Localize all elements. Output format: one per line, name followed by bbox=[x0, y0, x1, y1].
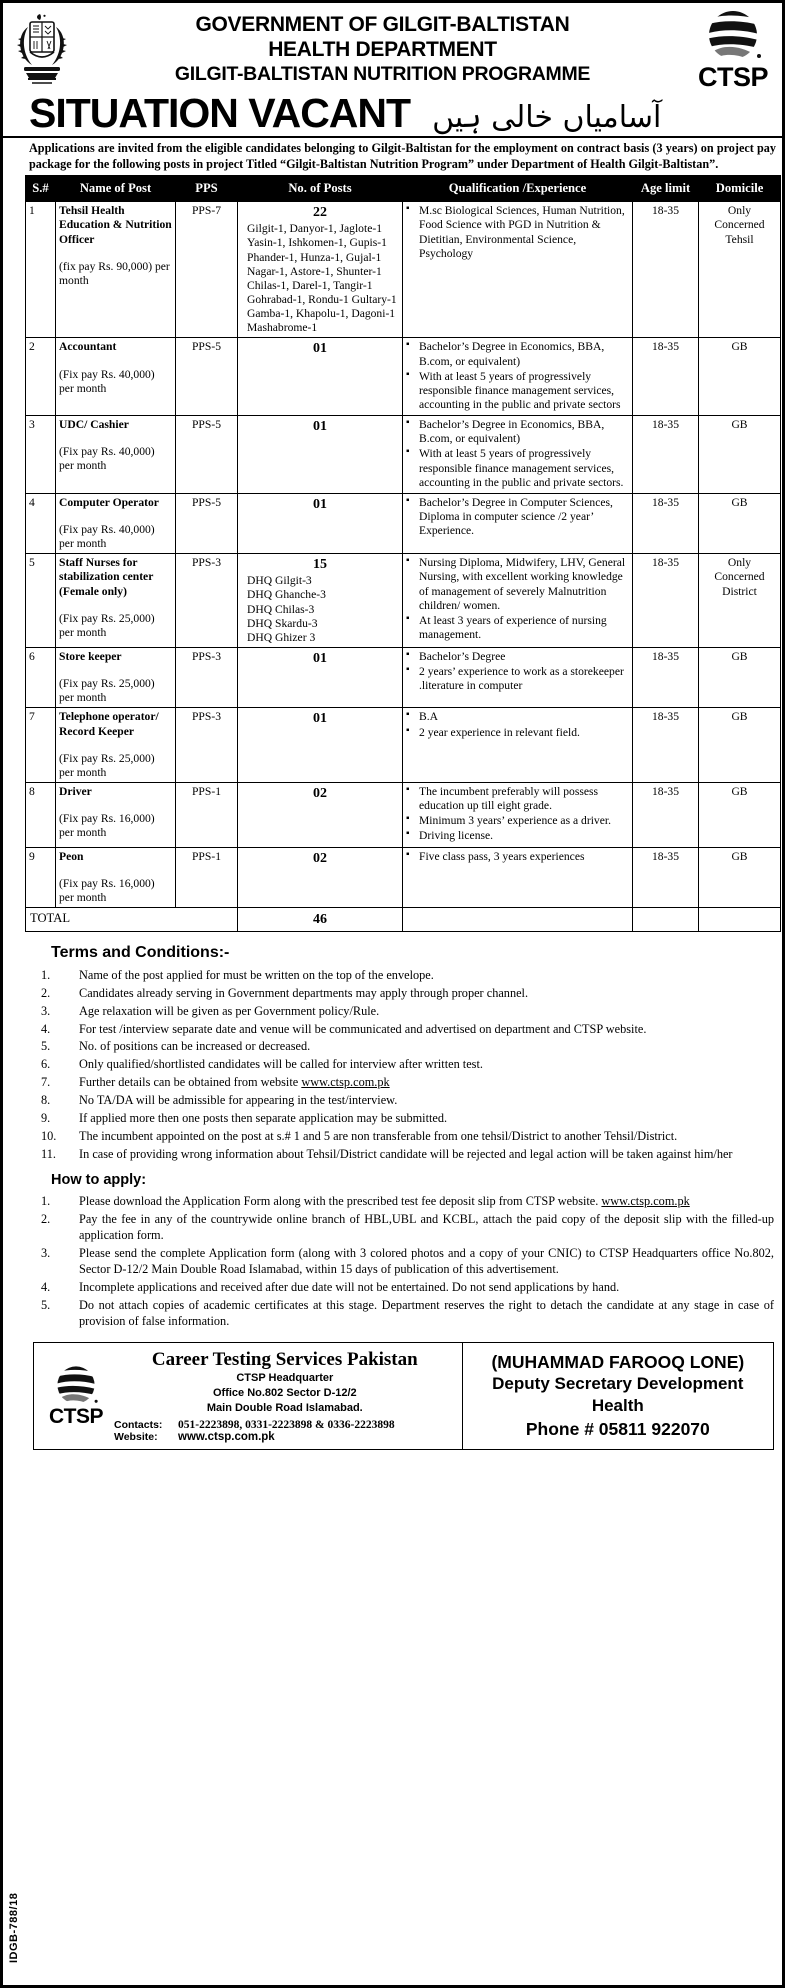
cell-domicile: GB bbox=[699, 847, 781, 907]
table-row bbox=[26, 554, 781, 648]
post-pay: (Fix pay Rs. 25,000) per month bbox=[59, 677, 155, 705]
gov-title-line2: HEALTH DEPARTMENT bbox=[268, 38, 497, 61]
post-title: Computer Operator bbox=[59, 495, 159, 509]
footer-official-block bbox=[463, 1343, 773, 1450]
table-row bbox=[26, 493, 781, 553]
table-row bbox=[26, 338, 781, 416]
qualification-list bbox=[406, 650, 629, 693]
posts-count: 01 bbox=[313, 651, 327, 667]
footer-ctsp-block bbox=[34, 1343, 463, 1450]
posts-count: 01 bbox=[313, 341, 327, 357]
qualification-item: ▪ With at least 5 years of progressively responsible finance management services, accounting in the public and private sectors bbox=[406, 370, 629, 412]
cell-qualification bbox=[403, 847, 633, 907]
terms-title: Terms and Conditions:- bbox=[51, 944, 230, 962]
total-qual-blank bbox=[403, 908, 633, 932]
cell-no-of-posts bbox=[238, 416, 403, 494]
ctsp-logo bbox=[688, 6, 778, 93]
cell-age-limit: 18-35 bbox=[633, 493, 699, 553]
post-title: UDC/ Cashier bbox=[59, 418, 129, 432]
cell-serial: 9 bbox=[26, 847, 56, 907]
cell-pps: PPS-1 bbox=[176, 847, 238, 907]
footer-address-line1: Office No.802 Sector D-12/2 bbox=[212, 1386, 357, 1399]
col-header-qualification: Qualification /Experience bbox=[403, 176, 633, 202]
howto-item: 2. Pay the fee in any of the countrywide online branch of HBL,UBL and KCBL, attach the paid copy of the deposit slip with the filled-up application form. bbox=[41, 1211, 774, 1243]
post-pay: (Fix pay Rs. 25,000) per month bbox=[59, 751, 155, 779]
cell-age-limit: 18-35 bbox=[633, 554, 699, 648]
cell-no-of-posts bbox=[238, 493, 403, 553]
posts-breakdown-line: Gamba-1, Khapolu-1, Dagoni-1 bbox=[247, 307, 396, 321]
cell-pps: PPS-5 bbox=[176, 338, 238, 416]
post-pay: (Fix pay Rs. 25,000) per month bbox=[59, 611, 155, 639]
howto-item: 1. Please download the Application Form along with the prescribed test fee deposit slip from CTSP website. www.ctsp.com.pk bbox=[41, 1193, 690, 1208]
cell-serial: 3 bbox=[26, 416, 56, 494]
col-header-domicile: Domicile bbox=[699, 176, 781, 202]
posts-breakdown-line: Gilgit-1, Danyor-1, Jaglote-1 bbox=[247, 222, 382, 236]
post-title: Telephone operator/ Record Keeper bbox=[59, 710, 159, 738]
terms-item-number: 4. bbox=[41, 1021, 51, 1036]
cell-post-name bbox=[56, 847, 176, 907]
qualification-item: ▪ Bachelor’s Degree bbox=[406, 650, 629, 664]
terms-item: 2. Candidates already serving in Government departments may apply through proper channel. bbox=[41, 985, 529, 1000]
ctsp-logo-text: CTSP bbox=[697, 62, 768, 92]
posts-breakdown-line: Mashabrome-1 bbox=[247, 321, 318, 335]
footer bbox=[33, 1342, 774, 1451]
terms-item: 8. No TA/DA will be admissible for appearing in the test/interview. bbox=[41, 1092, 398, 1107]
cell-pps: PPS-3 bbox=[176, 648, 238, 708]
cell-qualification bbox=[403, 493, 633, 553]
situation-vacant-banner bbox=[3, 90, 782, 138]
cell-age-limit: 18-35 bbox=[633, 416, 699, 494]
qualification-item: ▪ Five class pass, 3 years experiences bbox=[406, 850, 629, 864]
post-title: Store keeper bbox=[59, 650, 122, 664]
cell-post-name bbox=[56, 648, 176, 708]
table-row bbox=[26, 708, 781, 783]
howto-item-number: 1. bbox=[41, 1193, 51, 1208]
posts-breakdown-line: DHQ Ghanche-3 bbox=[247, 588, 326, 602]
header bbox=[3, 3, 782, 93]
posts-breakdown bbox=[241, 222, 399, 335]
terms-item-number: 5. bbox=[41, 1039, 51, 1054]
cell-serial: 5 bbox=[26, 554, 56, 648]
cell-pps: PPS-3 bbox=[176, 554, 238, 648]
cell-serial: 7 bbox=[26, 708, 56, 783]
posts-breakdown-line: DHQ Gilgit-3 bbox=[247, 574, 312, 588]
cell-serial: 1 bbox=[26, 202, 56, 338]
total-posts: 46 bbox=[238, 908, 403, 932]
cell-serial: 6 bbox=[26, 648, 56, 708]
col-header-age: Age limit bbox=[633, 176, 699, 202]
qualification-item: ▪ The incumbent preferably will possess education up till eight grade. bbox=[406, 785, 629, 813]
terms-item: 4. For test /interview separate date and venue will be communicated and advertised on department and CTSP website. bbox=[41, 1021, 647, 1036]
footer-contacts-value: 051-2223898, 0331-2223898 & 0336-2223898 bbox=[178, 1418, 395, 1431]
footer-website-label: Website: bbox=[114, 1430, 158, 1443]
cell-post-name bbox=[56, 493, 176, 553]
cell-age-limit: 18-35 bbox=[633, 708, 699, 783]
terms-item-number: 7. bbox=[41, 1075, 51, 1090]
qualification-item: ▪ With at least 5 years of progressively responsible finance management services, accounting in the public and private sectors. bbox=[406, 447, 629, 489]
cell-age-limit: 18-35 bbox=[633, 648, 699, 708]
terms-item: 3. Age relaxation will be given as per Government policy/Rule. bbox=[41, 1003, 380, 1018]
post-title: Tehsil Health Education & Nutrition Officer bbox=[59, 204, 172, 246]
terms-list bbox=[29, 967, 774, 1162]
qualification-list bbox=[406, 340, 629, 412]
posts-count: 01 bbox=[313, 496, 327, 512]
website-link[interactable]: www.ctsp.com.pk bbox=[301, 1075, 390, 1090]
terms-item-number: 8. bbox=[41, 1092, 51, 1107]
cell-qualification bbox=[403, 648, 633, 708]
qualification-item: ▪ 2 years’ experience to work as a storekeeper .literature in computer bbox=[406, 665, 629, 693]
qualification-item: ▪ Bachelor’s Degree in Economics, BBA, B.com, or equivalent) bbox=[406, 340, 629, 368]
footer-contacts-row bbox=[112, 1419, 458, 1431]
cell-pps: PPS-7 bbox=[176, 202, 238, 338]
howto-item-number: 3. bbox=[41, 1245, 51, 1260]
post-title: Staff Nurses for stabilization center (Female only) bbox=[59, 556, 154, 598]
reference-code: IDGB-788/18 bbox=[8, 1892, 20, 1964]
cell-domicile: GB bbox=[699, 493, 781, 553]
terms-item-number: 9. bbox=[41, 1110, 51, 1125]
col-header-pps: PPS bbox=[176, 176, 238, 202]
cell-qualification bbox=[403, 554, 633, 648]
footer-ctsp-logo bbox=[40, 1362, 112, 1429]
pakistan-state-emblem-icon bbox=[7, 11, 77, 89]
terms-item-number: 2. bbox=[41, 985, 51, 1000]
qualification-item: ▪ Nursing Diploma, Midwifery, LHV, General Nursing, with excellent working knowledge of management of severely Malnutrition children/ women. bbox=[406, 556, 629, 613]
cell-domicile: GB bbox=[699, 338, 781, 416]
globe-icon bbox=[702, 6, 764, 64]
qualification-item: ▪ 2 year experience in relevant field. bbox=[406, 726, 629, 740]
cell-serial: 2 bbox=[26, 338, 56, 416]
table-row bbox=[26, 847, 781, 907]
cell-domicile: Only Concerned Tehsil bbox=[699, 202, 781, 338]
cell-no-of-posts bbox=[238, 783, 403, 848]
cell-serial: 4 bbox=[26, 493, 56, 553]
posts-count: 02 bbox=[313, 786, 327, 802]
qualification-list bbox=[406, 785, 629, 844]
total-label: TOTAL bbox=[26, 908, 238, 932]
posts-count: 22 bbox=[313, 205, 327, 221]
terms-item-number: 3. bbox=[41, 1003, 51, 1018]
cell-no-of-posts bbox=[238, 338, 403, 416]
qualification-list bbox=[406, 556, 629, 642]
cell-age-limit: 18-35 bbox=[633, 783, 699, 848]
intro-paragraph: Applications are invited from the eligible candidates belonging to Gilgit-Baltistan for the employment on contract basis (3 years) on project pay package for the following posts in project Titled “Gilgit-Baltistan Nutrition Program” under Department of Health Gilgit-Baltistan”. bbox=[29, 141, 776, 171]
qualification-list bbox=[406, 710, 629, 739]
post-pay: (Fix pay Rs. 40,000) per month bbox=[59, 367, 155, 395]
howto-item-number: 2. bbox=[41, 1211, 51, 1226]
posts-breakdown-line: DHQ Chilas-3 bbox=[247, 602, 315, 616]
post-title: Peon bbox=[59, 849, 84, 863]
official-name: (MUHAMMAD FAROOQ LONE) bbox=[491, 1351, 745, 1372]
qualification-item: ▪ At least 3 years of experience of nursing management. bbox=[406, 614, 629, 642]
cell-post-name bbox=[56, 554, 176, 648]
qualification-item: ▪ Bachelor’s Degree in Economics, BBA, B.com, or equivalent) bbox=[406, 418, 629, 446]
table-header-row bbox=[26, 176, 781, 202]
post-title: Accountant bbox=[59, 340, 117, 354]
posts-breakdown-line: Phander-1, Hunza-1, Gujal-1 bbox=[247, 250, 382, 264]
cell-no-of-posts bbox=[238, 648, 403, 708]
terms-item-number: 1. bbox=[41, 968, 51, 983]
cell-serial: 8 bbox=[26, 783, 56, 848]
posts-breakdown-line: Gohrabad-1, Rondu-1 Gultary-1 bbox=[247, 293, 397, 306]
qualification-list bbox=[406, 496, 629, 538]
howto-item: 3. Please send the complete Application form (along with 3 colored photos and a copy of your CNIC) to CTSP Headquarters office No.802, Sector D-12/2 Main Double Road Islamabad, within 15 days of publication of this advertisement. bbox=[41, 1245, 774, 1277]
cell-pps: PPS-5 bbox=[176, 416, 238, 494]
post-pay: (fix pay Rs. 90,000) per month bbox=[59, 259, 170, 287]
terms-item: 10. The incumbent appointed on the post at s.# 1 and 5 are non transferable from one tehsil/District to another Tehsil/District. bbox=[41, 1128, 678, 1143]
cell-post-name bbox=[56, 416, 176, 494]
terms-item: 7. Further details can be obtained from website www.ctsp.com.pk bbox=[41, 1075, 390, 1090]
table-row bbox=[26, 202, 781, 338]
official-title: Deputy Secretary Development Health bbox=[492, 1374, 744, 1416]
cell-domicile: GB bbox=[699, 416, 781, 494]
qualification-item: ▪ Bachelor’s Degree in Computer Sciences, Diploma in computer science /2 year’ Experience. bbox=[406, 496, 629, 538]
cell-qualification bbox=[403, 202, 633, 338]
qualification-list bbox=[406, 204, 629, 261]
footer-website-row bbox=[112, 1431, 458, 1443]
cell-post-name bbox=[56, 708, 176, 783]
cell-domicile: GB bbox=[699, 783, 781, 848]
posts-breakdown-line: DHQ Skardu-3 bbox=[247, 616, 318, 630]
qualification-item: ▪ Driving license. bbox=[406, 829, 629, 843]
table-row bbox=[26, 783, 781, 848]
howto-item-number: 4. bbox=[41, 1280, 51, 1295]
banner-english: SITUATION VACANT bbox=[29, 90, 411, 136]
cell-pps: PPS-1 bbox=[176, 783, 238, 848]
cell-qualification bbox=[403, 338, 633, 416]
footer-address-line2: Main Double Road Islamabad. bbox=[206, 1401, 363, 1414]
gov-title-line1: GOVERNMENT OF GILGIT-BALTISTAN bbox=[195, 13, 570, 37]
cell-age-limit: 18-35 bbox=[633, 338, 699, 416]
footer-website-value[interactable]: www.ctsp.com.pk bbox=[178, 1430, 275, 1443]
posts-breakdown-line: Nagar-1, Astore-1, Shunter-1 bbox=[247, 264, 382, 278]
banner-urdu: آسامیاں خالی ہیں bbox=[432, 100, 662, 135]
terms-item: 9. If applied more then one posts then separate application may be submitted. bbox=[41, 1110, 448, 1125]
official-phone: Phone # 05811 922070 bbox=[525, 1418, 710, 1439]
vacancy-table bbox=[25, 175, 781, 932]
col-header-sn: S.# bbox=[26, 176, 56, 202]
globe-icon bbox=[52, 1362, 100, 1408]
howto-item-number: 5. bbox=[41, 1297, 51, 1312]
posts-breakdown-line: Yasin-1, Ishkomen-1, Gupis-1 bbox=[247, 236, 387, 250]
cell-no-of-posts bbox=[238, 202, 403, 338]
posts-breakdown-line: Chilas-1, Darel-1, Tangir-1 bbox=[247, 278, 373, 292]
cell-post-name bbox=[56, 338, 176, 416]
qualification-item: ▪ M.sc Biological Sciences, Human Nutrition, Food Science with PGD in Nutrition & Dietitian, Environmental Science, Psychology bbox=[406, 204, 629, 261]
howto-title: How to apply: bbox=[51, 1171, 147, 1188]
table-row bbox=[26, 416, 781, 494]
cell-pps: PPS-3 bbox=[176, 708, 238, 783]
gov-title-line3: GILGIT-BALTISTAN NUTRITION PROGRAMME bbox=[174, 62, 591, 85]
posts-count: 01 bbox=[313, 711, 327, 727]
table-row bbox=[26, 648, 781, 708]
table-body bbox=[26, 202, 781, 932]
cell-domicile: GB bbox=[699, 648, 781, 708]
cell-post-name bbox=[56, 202, 176, 338]
qualification-item: ▪ Minimum 3 years’ experience as a driver. bbox=[406, 814, 629, 828]
post-pay: (Fix pay Rs. 16,000) per month bbox=[59, 876, 155, 904]
col-header-post: Name of Post bbox=[56, 176, 176, 202]
posts-count: 15 bbox=[313, 557, 327, 573]
col-header-posts: No. of Posts bbox=[238, 176, 403, 202]
posts-count: 02 bbox=[313, 850, 327, 866]
footer-org-name: Career Testing Services Pakistan bbox=[151, 1349, 418, 1371]
cell-qualification bbox=[403, 783, 633, 848]
cell-domicile: Only Concerned District bbox=[699, 554, 781, 648]
terms-item-number: 10. bbox=[41, 1128, 57, 1143]
cell-age-limit: 18-35 bbox=[633, 847, 699, 907]
total-domicile-blank bbox=[699, 908, 781, 932]
footer-ctsp-text: CTSP bbox=[48, 1405, 103, 1429]
cell-no-of-posts bbox=[238, 847, 403, 907]
post-pay: (Fix pay Rs. 16,000) per month bbox=[59, 812, 155, 840]
cell-no-of-posts bbox=[238, 554, 403, 648]
footer-contacts-label: Contacts: bbox=[114, 1418, 163, 1431]
posts-count: 01 bbox=[313, 419, 327, 435]
terms-item: 5. No. of positions can be increased or decreased. bbox=[41, 1039, 311, 1054]
howto-item: 5. Do not attach copies of academic certificates at this stage. Department reserves the right to detach the candidate at any stage in case of provision of false information. bbox=[41, 1297, 774, 1329]
posts-breakdown-line: DHQ Ghizer 3 bbox=[247, 630, 316, 644]
posts-breakdown bbox=[241, 574, 399, 645]
terms-item: 1. Name of the post applied for must be written on the top of the envelope. bbox=[41, 968, 434, 983]
footer-org-info bbox=[112, 1349, 458, 1442]
post-title: Driver bbox=[59, 785, 92, 799]
table-total-row bbox=[26, 908, 781, 932]
cell-no-of-posts bbox=[238, 708, 403, 783]
header-titles bbox=[77, 13, 688, 86]
post-pay: (Fix pay Rs. 40,000) per month bbox=[59, 522, 155, 551]
cell-qualification bbox=[403, 416, 633, 494]
terms-item: 6. Only qualified/shortlisted candidates will be called for interview after written test. bbox=[41, 1057, 483, 1072]
website-link[interactable]: www.ctsp.com.pk bbox=[601, 1193, 690, 1208]
cell-age-limit: 18-35 bbox=[633, 202, 699, 338]
terms-item-number: 6. bbox=[41, 1057, 51, 1072]
howto-list bbox=[29, 1193, 774, 1330]
cell-qualification bbox=[403, 708, 633, 783]
qualification-item: ▪ B.A bbox=[406, 710, 629, 724]
cell-post-name bbox=[56, 783, 176, 848]
terms-item: 11. In case of providing wrong information about Tehsil/District candidate will be rejected and legal action will be taken against him/her bbox=[41, 1146, 733, 1161]
total-age-blank bbox=[633, 908, 699, 932]
cell-domicile: GB bbox=[699, 708, 781, 783]
howto-item: 4. Incomplete applications and received after due date will not be entertained. Do not send applications by hand. bbox=[41, 1280, 620, 1295]
cell-pps: PPS-5 bbox=[176, 493, 238, 553]
terms-item-number: 11. bbox=[41, 1146, 56, 1161]
footer-hq: CTSP Headquarter bbox=[236, 1372, 334, 1385]
qualification-list bbox=[406, 418, 629, 490]
post-pay: (Fix pay Rs. 40,000) per month bbox=[59, 445, 155, 473]
qualification-list bbox=[406, 850, 629, 864]
